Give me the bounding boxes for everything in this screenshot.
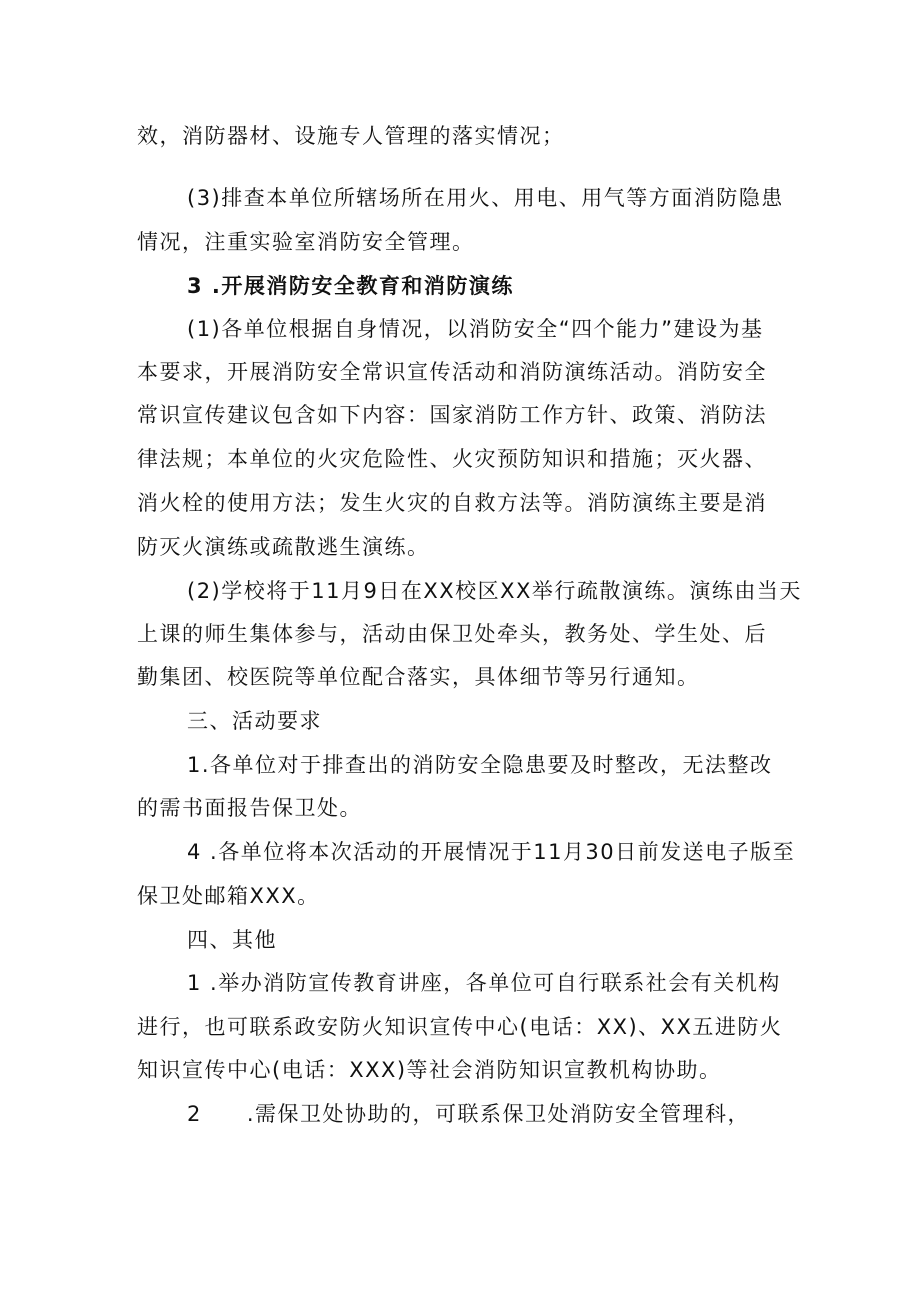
text-line: 效，消防器材、设施专人管理的落实情况；: [137, 124, 565, 148]
section-heading: 四、其他: [187, 928, 277, 952]
text-line: 防灭火演练或疏散逃生演练。: [137, 535, 430, 559]
text-line: 1.各单位对于排查出的消防安全隐患要及时整改，无法整改: [187, 753, 773, 777]
text-line: (2)学校将于11月9日在XX校区XX举行疏散演练。演练由当天: [187, 579, 802, 603]
text-line: 知识宣传中心(电话：XXX)等社会消防知识宣教机构协助。: [137, 1058, 722, 1082]
text-line: 消火栓的使用方法；发生火灾的自救方法等。消防演练主要是消: [137, 491, 767, 515]
text-line: 4 .各单位将本次活动的开展情况于11月30日前发送电子版至: [187, 840, 796, 864]
text-line: 2 .需保卫处协助的，可联系保卫处消防安全管理科，: [187, 1102, 751, 1126]
text-line: 上课的师生集体参与，活动由保卫处牵头，教务处、学生处、后: [137, 622, 767, 646]
text-line: (3)排查本单位所辖场所在用火、用电、用气等方面消防隐患: [187, 186, 784, 210]
text-line: 常识宣传建议包含如下内容：国家消防工作方针、政策、消防法: [137, 403, 767, 427]
text-line: 勤集团、校医院等单位配合落实，具体细节等另行通知。: [137, 665, 700, 689]
text-line: (1)各单位根据自身情况，以消防安全“四个能力”建设为基: [187, 317, 764, 341]
section-heading: 三、活动要求: [187, 709, 322, 733]
text-line: 情况，注重实验室消防安全管理。: [137, 230, 475, 254]
text-line: 的需书面报告保卫处。: [137, 796, 362, 820]
text-line: 1 .举办消防宣传教育讲座，各单位可自行联系社会有关机构: [187, 971, 781, 995]
text-line: 进行，也可联系政安防火知识宣传中心(电话：XX)、XX五进防火: [137, 1015, 783, 1039]
text-line: 律法规；本单位的火灾危险性、火灾预防知识和措施；灭火器、: [137, 447, 767, 471]
section-heading: 3 .开展消防安全教育和消防演练: [187, 274, 514, 298]
text-line: 本要求，开展消防安全常识宣传活动和消防演练活动。消防安全: [137, 360, 767, 384]
text-line: 保卫处邮箱XXX。: [137, 884, 320, 908]
